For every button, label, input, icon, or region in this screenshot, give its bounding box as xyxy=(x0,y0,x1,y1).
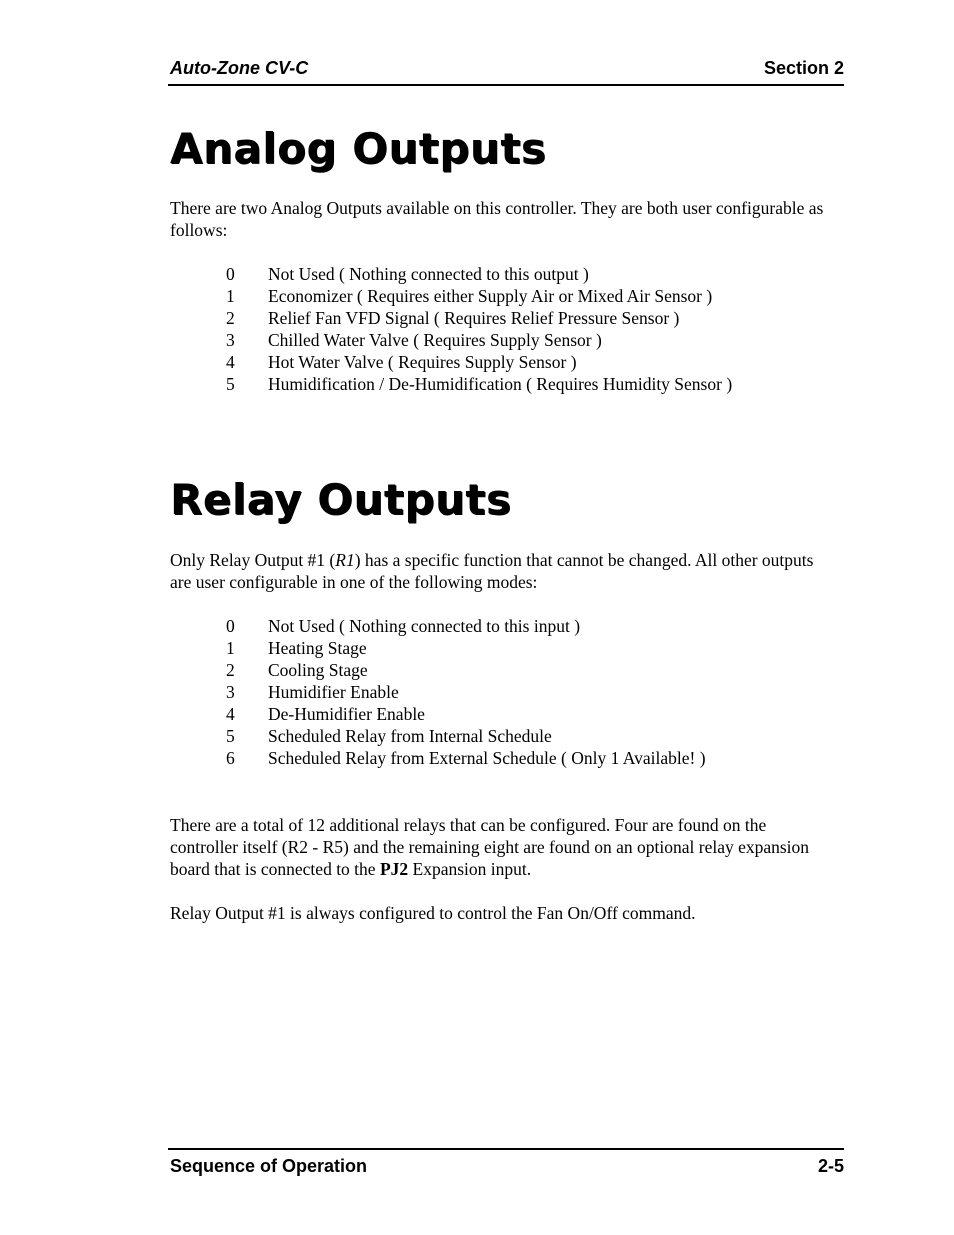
list-item: 6 Scheduled Relay from External Schedule ( Only 1 Available! ) xyxy=(226,748,706,768)
analog-intro: There are two Analog Outputs available on this controller. They are both user configurable as follows: xyxy=(170,198,824,240)
relay-intro: Only Relay Output #1 (R1) has a specific function that cannot be changed. All other outputs are user configurable in one of the following modes: xyxy=(170,550,814,592)
relay-fan-paragraph: Relay Output #1 is always configured to control the Fan On/Off command. xyxy=(170,903,696,923)
relay-outputs-heading: Relay Outputs xyxy=(170,475,512,524)
list-item: 1 Heating Stage xyxy=(226,638,367,658)
analog-outputs-heading: Analog Outputs xyxy=(170,124,547,173)
analog-options-list xyxy=(226,263,732,395)
relay-modes-list xyxy=(226,615,706,769)
page-footer xyxy=(168,1148,844,1176)
relay-r1-label: R1 xyxy=(335,550,355,570)
list-item: 4 Hot Water Valve ( Requires Supply Sensor ) xyxy=(226,352,577,372)
list-item: 1 Economizer ( Requires either Supply Air or Mixed Air Sensor ) xyxy=(226,286,713,306)
relay-additional-paragraph: There are a total of 12 additional relays that can be configured. Four are found on the controller itself (R2 - R5) and the remaining eight are found on an optional relay expansion board that is connected to the PJ2 Expansion input. xyxy=(170,815,810,879)
list-item: 0 Not Used ( Nothing connected to this output ) xyxy=(226,264,589,284)
list-item: 4 De-Humidifier Enable xyxy=(226,704,425,724)
list-item: 2 Cooling Stage xyxy=(226,660,368,680)
page-header xyxy=(168,58,844,86)
pj2-label: PJ2 xyxy=(379,859,409,879)
page-number: 2-5 xyxy=(817,1156,844,1176)
footer-title: Sequence of Operation xyxy=(170,1156,368,1176)
list-item: 0 Not Used ( Nothing connected to this input ) xyxy=(226,616,581,636)
list-item: 2 Relief Fan VFD Signal ( Requires Relief Pressure Sensor ) xyxy=(226,308,680,328)
list-item: 5 Scheduled Relay from Internal Schedule xyxy=(226,726,552,746)
header-section: Section 2 xyxy=(763,58,844,78)
list-item: 3 Humidifier Enable xyxy=(226,682,399,702)
list-item: 3 Chilled Water Valve ( Requires Supply Sensor ) xyxy=(226,330,602,350)
header-title: Auto-Zone CV-C xyxy=(170,58,309,78)
list-item: 5 Humidification / De-Humidification ( Requires Humidity Sensor ) xyxy=(226,374,733,394)
